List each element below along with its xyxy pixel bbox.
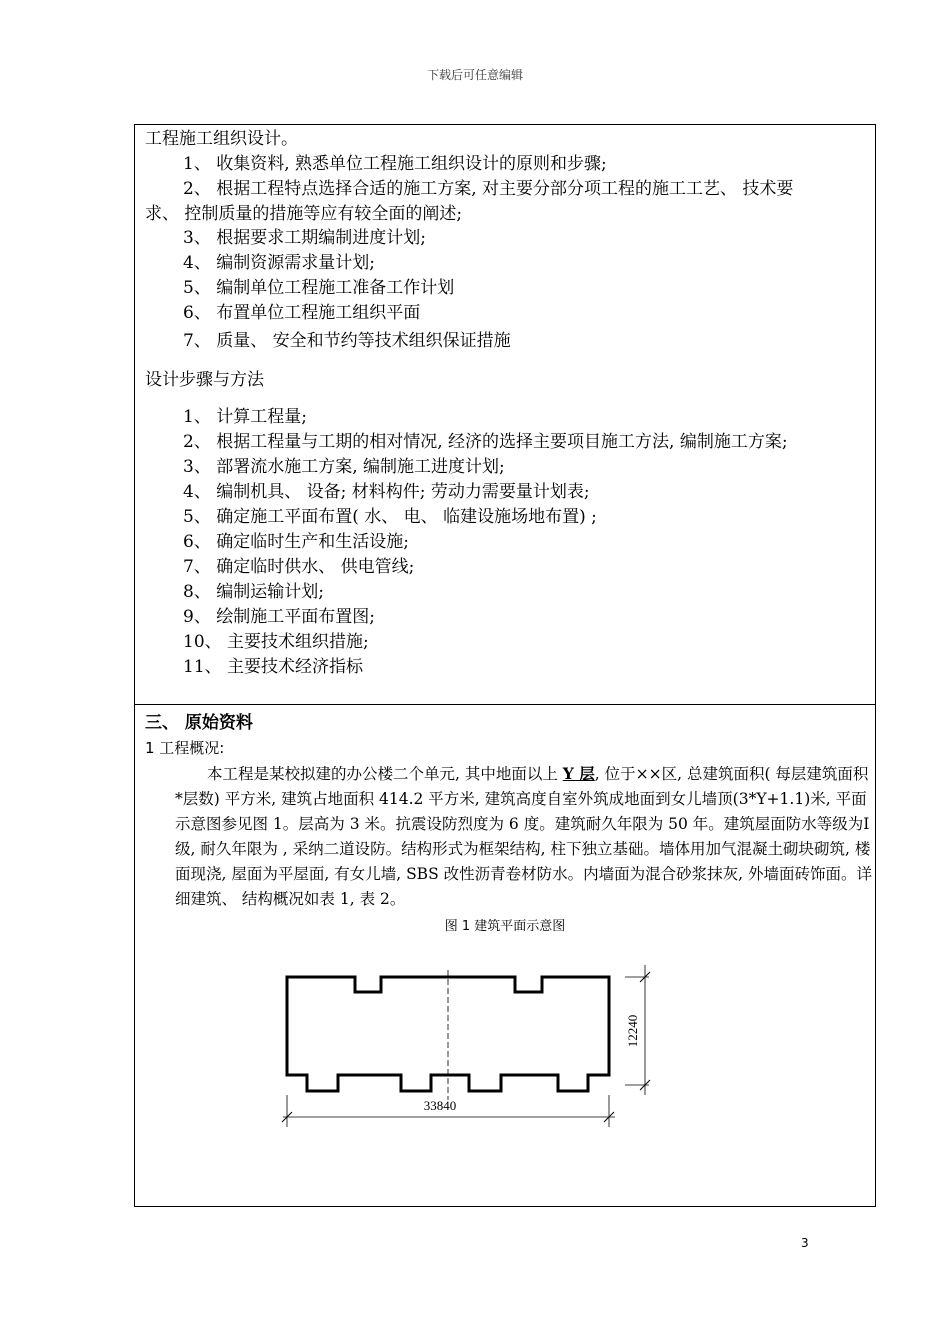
- steps-title: 设计步骤与方法: [145, 370, 264, 390]
- overview-text-a: 本工程是某校拟建的办公楼二个单元, 其中地面以上: [207, 765, 563, 783]
- page-number: 3: [801, 1236, 809, 1250]
- step-item: 6、 确定临时生产和生活设施;: [183, 532, 409, 552]
- list-item: 2、 根据工程特点选择合适的施工方案, 对主要分部分项工程的施工工艺、 技术要: [183, 179, 794, 199]
- list-item: 7、 质量、 安全和节约等技术组织保证措施: [183, 331, 511, 351]
- step-item: 4、 编制机具、 设备; 材料构件; 劳动力需要量计划表;: [183, 482, 590, 502]
- list-item-continuation: 求、 控制质量的措施等应有较全面的阐述;: [145, 204, 463, 224]
- floor-count-placeholder: Y 层: [562, 764, 595, 783]
- list-item: 1、 收集资料, 熟悉单位工程施工组织设计的原则和步骤;: [183, 154, 607, 174]
- section-title: 三、 原始资料: [145, 713, 253, 733]
- step-item: 8、 编制运输计划;: [183, 582, 324, 602]
- step-item: 5、 确定施工平面布置( 水、 电、 临建设施场地布置) ;: [183, 507, 597, 527]
- step-item: 7、 确定临时供水、 供电管线;: [183, 557, 415, 577]
- step-item: 10、 主要技术组织措施;: [183, 632, 369, 652]
- list-item: 5、 编制单位工程施工准备工作计划: [183, 278, 455, 298]
- list-item: 4、 编制资源需求量计划;: [183, 253, 375, 273]
- step-item: 1、 计算工程量;: [183, 407, 307, 427]
- step-item: 9、 绘制施工平面布置图;: [183, 607, 375, 627]
- list-item: 3、 根据要求工期编制进度计划;: [183, 228, 426, 248]
- step-item: 3、 部署流水施工方案, 编制施工进度计划;: [183, 457, 505, 477]
- figure-caption: 图 1 建筑平面示意图: [444, 919, 566, 934]
- step-item: 11、 主要技术经济指标: [183, 657, 364, 677]
- content-table: [134, 124, 876, 1207]
- step-item: 2、 根据工程量与工期的相对情况, 经济的选择主要项目施工方法, 编制施工方案;: [183, 432, 788, 452]
- dim-height-label: 12240: [625, 1014, 640, 1048]
- page-header: 下载后可任意编辑: [426, 68, 523, 82]
- intro-line: 工程施工组织设计。: [145, 129, 298, 149]
- section-subtitle: 1 工程概况:: [145, 739, 225, 757]
- building-plan-figure: [275, 955, 695, 1155]
- project-overview-paragraph: [175, 761, 875, 912]
- table-divider: [135, 704, 875, 705]
- overview-text-b: , 位于××区, 总建筑面积( 每层建筑面积*层数) 平方米, 建筑占地面积 414.2 平方米, 建筑高度自室外筑成地面到女儿墙顶(3*Y+1.1)米, 平面示意图参见图 1。层高为 3 米。抗震设防烈度为 6 度。建筑耐久年限为 50 年。建筑屋面防水等级为Ⅰ级, 耐久年限为 , 采纳二道设防。结构形式为框架结构, 柱下独立基础。墙体用加气混凝土砌块砌筑, 楼面现浇, 屋面为平屋面, 有女儿墙, SBS 改性沥青卷材防水。内墙面为混合砂浆抹灰, 外墙面砖饰面。详细建筑、 结构概况如表 1, 表 2。: [175, 765, 872, 908]
- dim-width-label: 33840: [423, 1098, 457, 1113]
- list-item: 6、 布置单位工程施工组织平面: [183, 303, 421, 323]
